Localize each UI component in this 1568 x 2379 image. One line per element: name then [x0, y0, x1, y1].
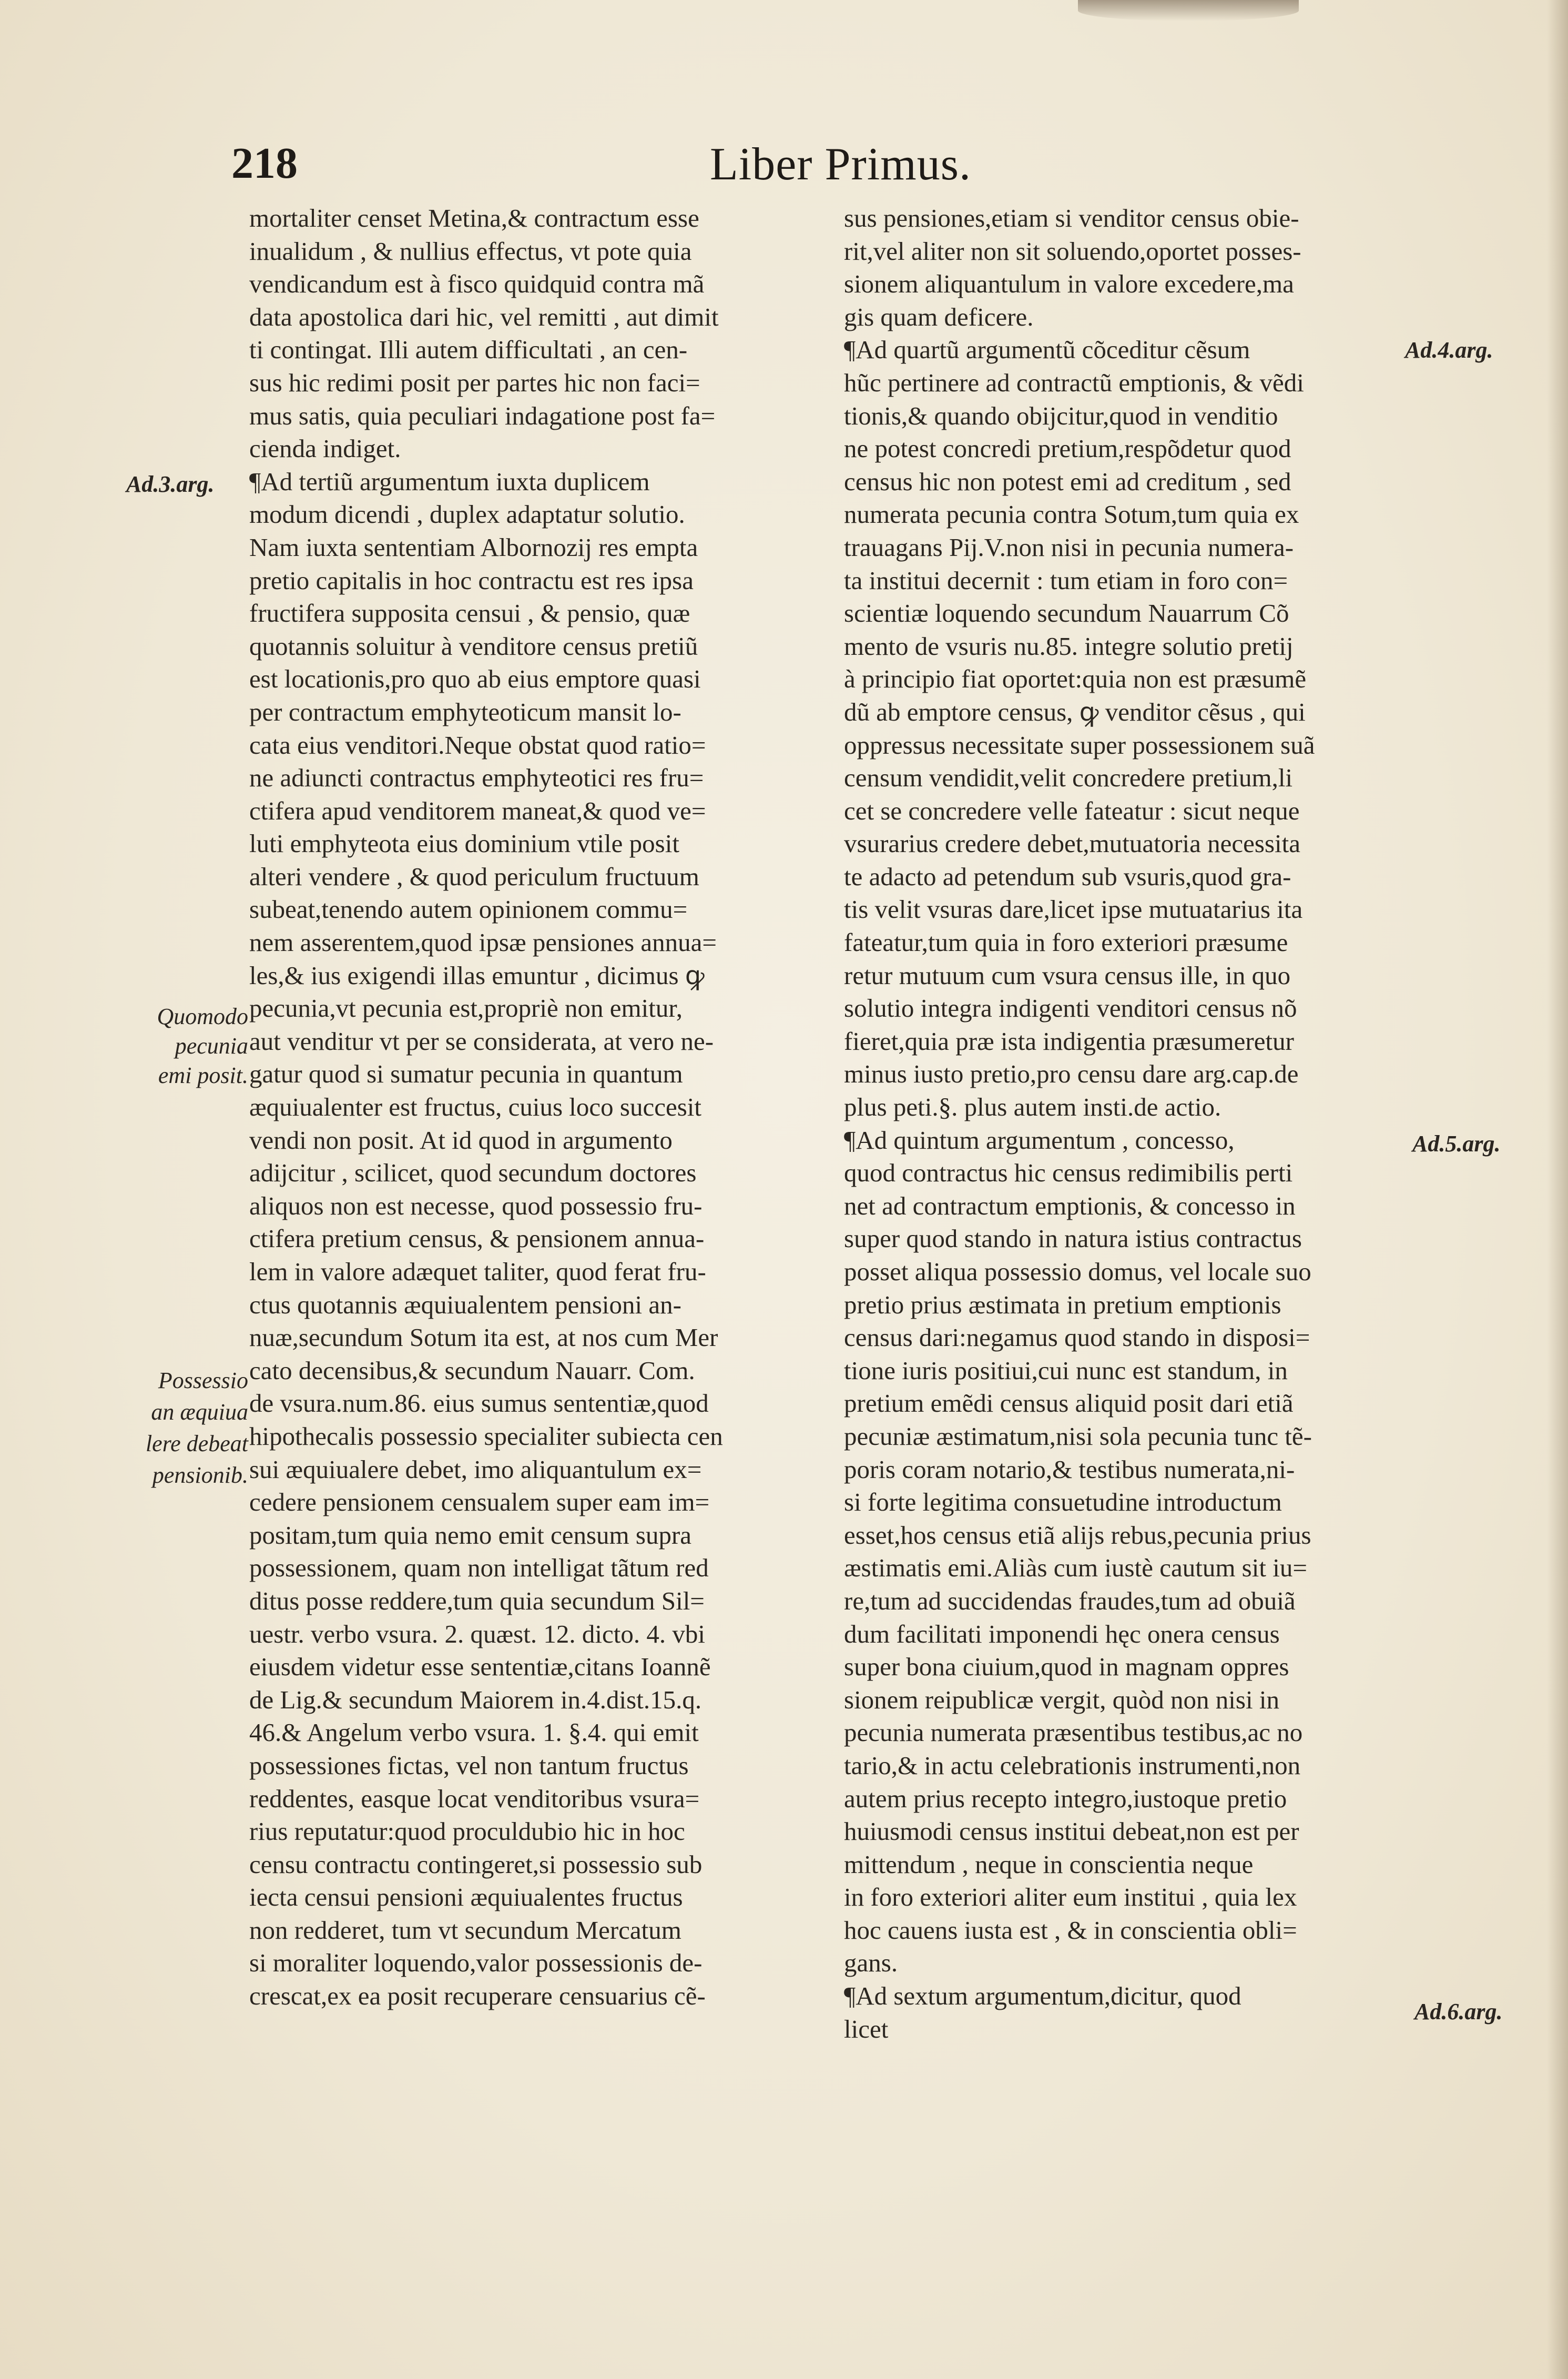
text-line: data apostolica dari hic, vel remitti , aut dimit: [249, 302, 719, 331]
text-line: sionem aliquantulum in valore excedere,ma: [844, 269, 1294, 299]
text-line: aut venditur vt per se considerata, at vero ne-: [249, 1026, 714, 1056]
page-number: 218: [231, 139, 298, 188]
text-column-right: [844, 202, 1401, 2046]
text-line: positam,tum quia nemo emit censum supra: [249, 1520, 692, 1550]
text-line: uestr. verbo vsura. 2. quæst. 12. dicto. 4. vbi: [249, 1619, 705, 1648]
text-line: crescat,ex ea posit recuperare censuarius cẽ-: [249, 1981, 706, 2011]
margin-note-ad5: Ad.5.arg.: [1412, 1131, 1501, 1157]
margin-note-line: pecunia: [175, 1033, 248, 1059]
text-line: trauagans Pij.V.non nisi in pecunia numera-: [844, 532, 1294, 562]
margin-note-possessio: [121, 1366, 248, 1492]
margin-note-line: Quomodo: [157, 1004, 248, 1029]
text-line: possessiones fictas, vel non tantum fructus: [249, 1750, 689, 1780]
text-line: aliquos non est necesse, quod possessio fru-: [249, 1191, 702, 1220]
text-line: licet: [844, 2014, 889, 2043]
text-line: alteri vendere , & quod periculum fructuum: [249, 862, 699, 891]
text-line: rius reputatur:quod proculdubio hic in hoc: [249, 1817, 685, 1846]
text-line: pretium emẽdi census aliquid posit dari etiã: [844, 1389, 1294, 1418]
text-line: minus iusto pretio,pro censu dare arg.cap.de: [844, 1059, 1299, 1089]
text-line: sui æquiualere debet, imo aliquantulum ex=: [249, 1454, 702, 1484]
text-line: solutio integra indigenti venditori census nõ: [844, 994, 1297, 1023]
text-line: ¶Ad sextum argumentum,dicitur, quod: [844, 1981, 1241, 2011]
text-line: inualidum , & nullius effectus, vt pote quia: [249, 236, 692, 266]
text-line: nuæ,secundum Sotum ita est, at nos cum Mer: [249, 1323, 718, 1352]
text-line: eiusdem videtur esse sententiæ,citans Ioannẽ: [249, 1652, 711, 1682]
text-line: ditus posse reddere,tum quia secundum Sil=: [249, 1586, 705, 1615]
text-line: sus hic redimi posit per partes hic non faci=: [249, 368, 700, 397]
text-line: per contractum emphyteoticum mansit lo-: [249, 697, 681, 726]
text-line: les,& ius exigendi illas emuntur , dicimus ꝙ: [249, 960, 705, 990]
text-line: fructifera supposita censui , & pensio, quæ: [249, 599, 690, 628]
text-line: oppressus necessitate super possessionem suã: [844, 730, 1315, 760]
text-line: gans.: [844, 1948, 898, 1978]
text-line: dũ ab emptore census, ꝙ venditor cẽsus , qui: [844, 697, 1306, 726]
running-head: [231, 138, 1409, 196]
text-line: quod contractus hic census redimibilis perti: [844, 1158, 1293, 1188]
text-line: à principio fiat oportet:quia non est præsumẽ: [844, 664, 1307, 694]
text-line: de Lig.& secundum Maiorem in.4.dist.15.q.: [249, 1685, 702, 1714]
text-line: ctus quotannis æquiualentem pensioni an-: [249, 1290, 681, 1319]
text-line: super quod stando in natura istius contractus: [844, 1224, 1302, 1253]
text-line: reddentes, easque locat venditoribus vsura=: [249, 1784, 700, 1813]
text-line: pretio prius æstimata in pretium emptionis: [844, 1290, 1281, 1319]
text-line: vendi non posit. At id quod in argumento: [249, 1125, 673, 1155]
text-line: census hic non potest emi ad creditum , sed: [844, 467, 1291, 496]
text-line: hoc cauens iusta est , & in conscientia obli=: [844, 1915, 1297, 1945]
margin-note-line: an æquiua: [151, 1399, 248, 1425]
text-line: plus peti.§. plus autem insti.de actio.: [844, 1092, 1221, 1122]
text-line: adijcitur , scilicet, quod secundum doctores: [249, 1158, 697, 1188]
text-line: mittendum , neque in conscientia neque: [844, 1849, 1254, 1879]
text-line: cata eius venditori.Neque obstat quod ratio=: [249, 730, 706, 760]
text-line: tione iuris positiui,cui nunc est standum, in: [844, 1355, 1288, 1385]
text-line: ctifera pretium census, & pensionem annua-: [249, 1224, 705, 1253]
text-line: poris coram notario,& testibus numerata,ni-: [844, 1454, 1295, 1484]
text-line: possessionem, quam non intelligat tãtum red: [249, 1553, 709, 1583]
text-line: autem prius recepto integro,iustoque pretio: [844, 1784, 1287, 1813]
text-line: sus pensiones,etiam si venditor census obie-: [844, 204, 1299, 232]
margin-note-line: pensionib.: [152, 1462, 248, 1488]
text-line: 46.& Angelum verbo vsura. 1. §.4. qui emit: [249, 1718, 699, 1747]
running-title: Liber Primus.: [710, 139, 971, 190]
text-line: net ad contractum emptionis, & concesso in: [844, 1191, 1296, 1220]
text-line: vendicandum est à fisco quidquid contra mã: [249, 269, 705, 299]
text-line: ¶Ad quartũ argumentũ cõceditur cẽsum: [844, 335, 1250, 365]
text-column-left: [249, 202, 807, 2013]
text-line: cienda indiget.: [249, 434, 401, 463]
text-line: esset,hos census etiã alijs rebus,pecunia prius: [844, 1520, 1311, 1550]
text-line: censum vendidit,velit concredere pretium,li: [844, 763, 1293, 793]
text-line: gis quam deficere.: [844, 302, 1034, 331]
text-line: tionis,& quando obijcitur,quod in venditio: [844, 401, 1278, 430]
text-line: in foro exteriori aliter eum institui , quia lex: [844, 1882, 1297, 1912]
text-line: ¶Ad quintum argumentum , concesso,: [844, 1125, 1235, 1155]
text-line: sionem reipublicæ vergit, quòd non nisi in: [844, 1685, 1279, 1714]
text-line: pecuniæ æstimatum,nisi sola pecunia tunc tẽ-: [844, 1421, 1312, 1451]
text-line: de vsura.num.86. eius sumus sententiæ,quod: [249, 1389, 709, 1418]
margin-note-ad6: Ad.6.arg.: [1414, 1999, 1503, 2024]
text-line: vsurarius credere debet,mutuatoria necessita: [844, 829, 1301, 858]
text-line: mortaliter censet Metina,& contractum esse: [249, 204, 699, 232]
text-line: ctifera apud venditorem maneat,& quod ve=: [249, 796, 706, 825]
text-line: cet se concredere velle fateatur : sicut neque: [844, 796, 1300, 825]
text-line: æquiualenter est fructus, cuius loco succesit: [249, 1092, 701, 1122]
page-edge-shadow: [1547, 0, 1568, 2379]
text-line: mento de vsuris nu.85. integre solutio pretij: [844, 631, 1294, 661]
text-line: dum facilitati imponendi hęc onera census: [844, 1619, 1280, 1648]
text-line: non redderet, tum vt secundum Mercatum: [249, 1915, 681, 1945]
text-line: hũc pertinere ad contractũ emptionis, & vẽdi: [844, 368, 1304, 397]
text-line: pecunia,vt pecunia est,propriè non emitur,: [249, 994, 683, 1023]
paper-stain: [1078, 0, 1299, 21]
text-line: re,tum ad succidendas fraudes,tum ad obuiã: [844, 1586, 1296, 1615]
text-line: mus satis, quia peculiari indagatione post fa=: [249, 401, 716, 430]
text-line: subeat,tenendo autem opinionem commu=: [249, 895, 688, 924]
text-line: gatur quod si sumatur pecunia in quantum: [249, 1059, 683, 1089]
text-line: si moraliter loquendo,valor possessionis de-: [249, 1948, 702, 1978]
text-line: Nam iuxta sententiam Albornozij res empta: [249, 532, 698, 562]
text-line: fateatur,tum quia in foro exteriori præsume: [844, 928, 1288, 957]
text-line: modum dicendi , duplex adaptatur solutio.: [249, 500, 685, 529]
text-line: te adacto ad petendum sub vsuris,quod gra-: [844, 862, 1291, 891]
margin-note-quomodo: [133, 1002, 248, 1090]
text-line: super bona ciuium,quod in magnam oppres: [844, 1652, 1289, 1682]
margin-note-line: lere debeat: [145, 1431, 248, 1456]
text-line: posset aliqua possessio domus, vel locale suo: [844, 1257, 1311, 1286]
text-line: census dari:negamus quod stando in disposi=: [844, 1323, 1310, 1352]
text-line: si forte legitima consuetudine introductum: [844, 1487, 1282, 1517]
text-line: tis velit vsuras dare,licet ipse mutuatarius ita: [844, 895, 1303, 924]
text-line: hipothecalis possessio specialiter subiecta cen: [249, 1421, 723, 1451]
text-line: æstimatis emi.Aliàs cum iustè cautum sit iu=: [844, 1553, 1307, 1583]
text-line: ¶Ad tertiũ argumentum iuxta duplicem: [249, 467, 650, 496]
text-line: pecunia numerata præsentibus testibus,ac no: [844, 1718, 1303, 1747]
text-line: cedere pensionem censualem super eam im=: [249, 1487, 710, 1517]
margin-note-line: Possessio: [158, 1368, 248, 1393]
text-line: huiusmodi census institui debeat,non est per: [844, 1817, 1299, 1846]
margin-note-ad3: Ad.3.arg.: [126, 471, 215, 497]
text-line: lem in valore adæquet taliter, quod ferat fru-: [249, 1257, 706, 1286]
text-line: ne adiuncti contractus emphyteotici res fru=: [249, 763, 704, 793]
text-line: ne potest concredi pretium,respõdetur quod: [844, 434, 1291, 463]
text-line: quotannis soluitur à venditore census pretiũ: [249, 631, 698, 661]
margin-note-ad4: Ad.4.arg.: [1405, 337, 1493, 363]
text-line: fieret,quia præ ista indigentia præsumeretur: [844, 1026, 1294, 1056]
text-line: luti emphyteota eius dominium vtile posit: [249, 829, 679, 858]
text-line: scientiæ loquendo secundum Nauarrum Cõ: [844, 599, 1289, 628]
text-line: numerata pecunia contra Sotum,tum quia ex: [844, 500, 1299, 529]
text-line: retur mutuum cum vsura census ille, in quo: [844, 960, 1291, 990]
text-line: iecta censui pensioni æquiualentes fructus: [249, 1882, 683, 1912]
text-line: censu contractu contingeret,si possessio sub: [249, 1849, 702, 1879]
text-line: pretio capitalis in hoc contractu est res ipsa: [249, 565, 694, 595]
text-line: ti contingat. Illi autem difficultati , an cen-: [249, 335, 688, 365]
text-line: est locationis,pro quo ab eius emptore quasi: [249, 664, 701, 694]
text-line: nem asserentem,quod ipsæ pensiones annua=: [249, 928, 717, 957]
margin-note-line: emi posit.: [158, 1062, 248, 1088]
text-line: cato decensibus,& secundum Nauarr. Com.: [249, 1355, 695, 1385]
text-line: ta institui decernit : tum etiam in foro con=: [844, 565, 1288, 595]
text-line: rit,vel aliter non sit soluendo,oportet posses-: [844, 236, 1301, 266]
text-line: tario,& in actu celebrationis instrumenti,non: [844, 1750, 1301, 1780]
